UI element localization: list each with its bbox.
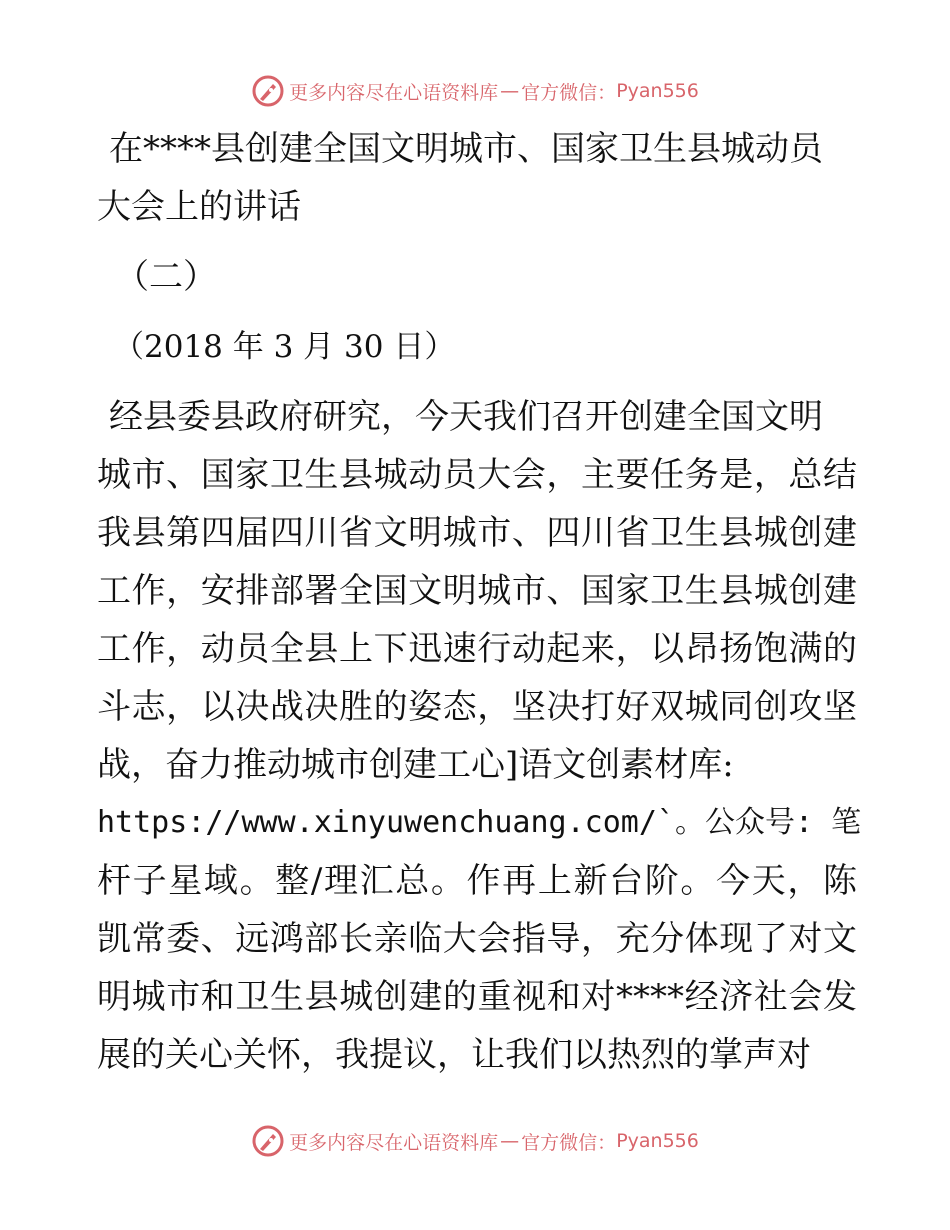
body-line: 明城市和卫生县城创建的重视和对****经济社会发 — [97, 977, 857, 1017]
document-body — [97, 120, 862, 1084]
spacer — [97, 236, 857, 248]
section-number: （二） — [115, 257, 217, 297]
banner-wechat-id: Pyan556 — [616, 1130, 699, 1152]
pen-logo-icon — [251, 1124, 285, 1158]
title-line-2: 大会上的讲话 — [97, 187, 301, 227]
body-line-url: https://www.xinyuwenchuang.com/`。公众号: 笔 — [97, 805, 862, 840]
spacer — [97, 376, 857, 388]
banner-wechat-id: Pyan556 — [616, 80, 699, 102]
body-line: 工作，动员全县上下迅速行动起来，以昂扬饱满的 — [97, 629, 857, 669]
title-line-1: 在****县创建全国文明城市、国家卫生县城动员 — [109, 129, 823, 169]
body-line: 展的关心关怀，我提议，让我们以热烈的掌声对 — [97, 1035, 811, 1075]
speech-date: （2018 年 3 月 30 日） — [113, 329, 456, 365]
body-line: 杆子星域。整/理汇总。作再上新台阶。今天，陈 — [97, 861, 857, 901]
header-watermark-banner — [0, 74, 950, 108]
body-line: 斗志，以决战决胜的姿态，坚决打好双城同创攻坚 — [97, 687, 857, 727]
banner-separator: — — [500, 1130, 520, 1152]
body-line: 工作，安排部署全国文明城市、国家卫生县城创建 — [97, 571, 857, 611]
banner-text: 更多内容尽在心语资料库 — [289, 1131, 499, 1154]
pen-logo-icon — [251, 74, 285, 108]
spacer — [97, 306, 857, 318]
banner-separator: — — [500, 80, 520, 102]
banner-wechat-label: 官方微信： — [521, 81, 617, 104]
body-line: 我县第四届四川省文明城市、四川省卫生县城创建 — [97, 513, 857, 553]
banner-wechat-label: 官方微信： — [521, 1131, 617, 1154]
footer-watermark-banner — [0, 1124, 950, 1158]
body-line: 战，奋力推动城市创建工心]语文创素材库: — [97, 745, 734, 785]
banner-text: 更多内容尽在心语资料库 — [289, 81, 499, 104]
body-line: 经县委县政府研究，今天我们召开创建全国文明 — [109, 397, 823, 437]
body-line: 城市、国家卫生县城动员大会，主要任务是，总结 — [97, 455, 857, 495]
body-line: 凯常委、远鸿部长亲临大会指导，充分体现了对文 — [97, 919, 857, 959]
